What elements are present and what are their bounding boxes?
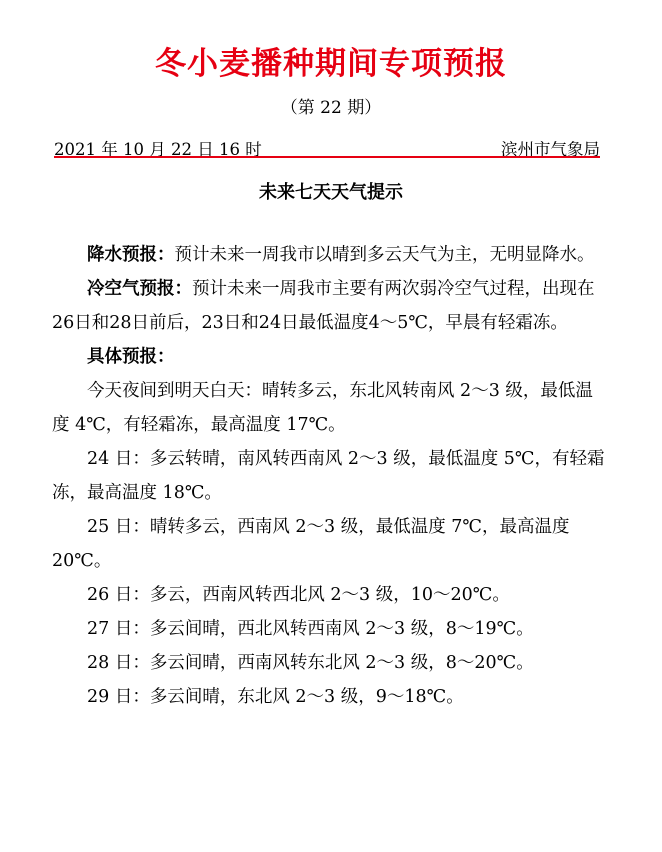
precipitation-paragraph (52, 238, 608, 272)
detail-heading (52, 340, 608, 374)
issuing-organization: 滨州市气象局 (501, 140, 600, 159)
forecast-line: 27 日：多云间晴，西北风转西南风 2～3 级，8～19℃。 (87, 619, 534, 639)
detail-label: 具体预报： (87, 347, 175, 367)
issue-number: （第 22 期） (280, 98, 382, 118)
issue-date: 2021 年 10 月 22 日 16 时 (54, 140, 262, 159)
issue-meta-row (54, 136, 600, 159)
cold-air-text: 预计未来一周我市主要有两次弱冷空气过程，出现在26日和28日前后，23日和24日最低温度4～5℃，早晨有轻霜冻。 (52, 279, 595, 333)
forecast-line: 29 日：多云间晴，东北风 2～3 级，9～18℃。 (87, 687, 464, 707)
section-title: 未来七天天气提示 (259, 182, 403, 203)
precipitation-text: 预计未来一周我市以晴到多云天气为主，无明显降水。 (174, 245, 595, 265)
document-title: 冬小麦播种期间专项预报 (155, 46, 507, 82)
forecast-line: 24 日：多云转晴，南风转西南风 2～3 级，最低温度 5℃，有轻霜冻，最高温度 18℃。 (52, 449, 605, 503)
forecast-line: 26 日：多云，西南风转西北风 2～3 级，10～20℃。 (87, 585, 510, 605)
precipitation-label: 降水预报： (87, 245, 175, 265)
forecast-line: 25 日：晴转多云，西南风 2～3 级，最低温度 7℃，最高温度 20℃。 (52, 517, 570, 571)
forecast-line: 今天夜间到明天白天：晴转多云，东北风转南风 2～3 级，最低温度 4℃，有轻霜冻，最高温度 17℃。 (52, 381, 593, 435)
forecast-body (52, 238, 608, 714)
red-divider (54, 156, 600, 158)
cold-air-label: 冷空气预报： (87, 279, 192, 299)
forecast-line: 28 日：多云间晴，西南风转东北风 2～3 级，8～20℃。 (87, 653, 534, 673)
cold-air-paragraph (52, 272, 608, 340)
